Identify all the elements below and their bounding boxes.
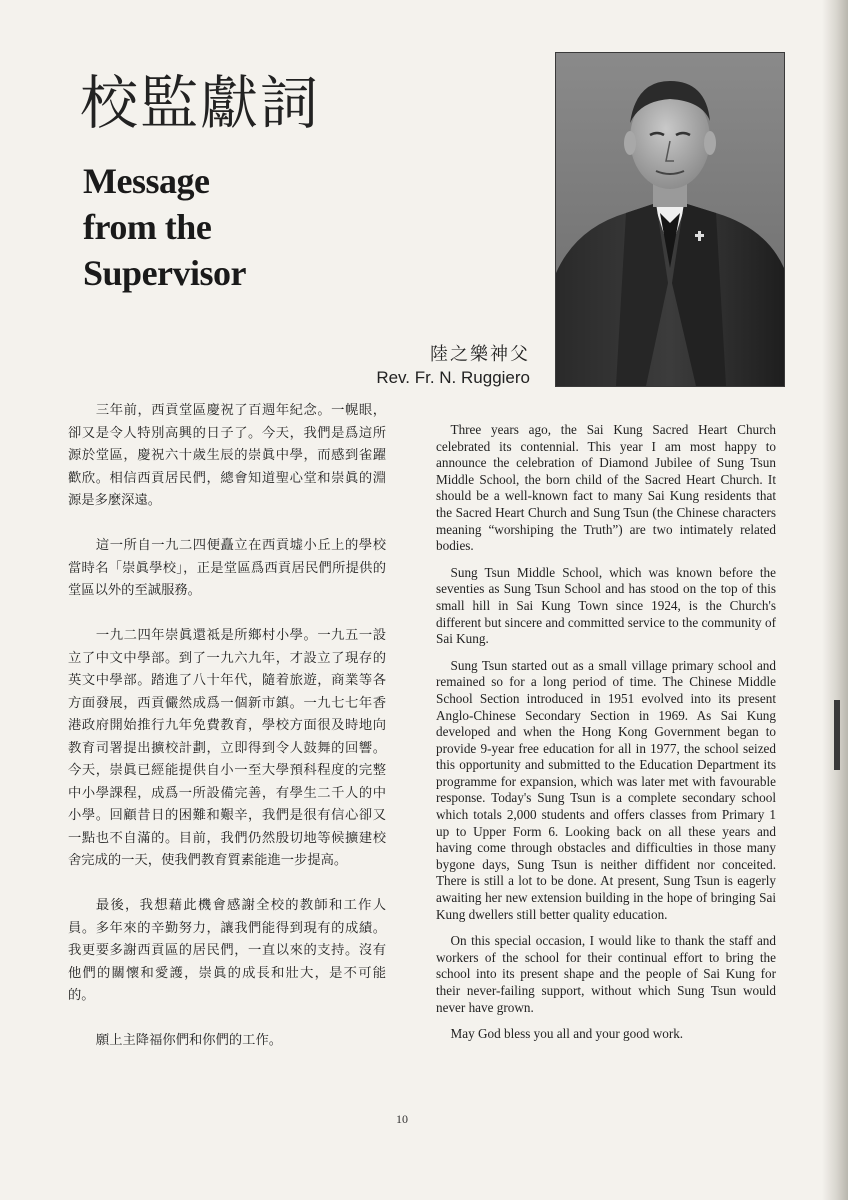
- english-title-line-2: from the: [83, 207, 212, 247]
- english-message-column: [436, 422, 776, 1053]
- chinese-paragraph: 最後，我想藉此機會感謝全校的教師和工作人員。多年來的辛勤努力，讓我們能得到現有的成績。我更要多謝西貢區的居民們，一直以來的支持。沒有他們的關懷和愛護，崇眞的成長和壯大，是不可能的。: [68, 898, 386, 1003]
- chinese-paragraph: 這一所自一九二四便矗立在西貢墟小丘上的學校當時名「崇眞學校」，正是堂區爲西貢居民們所提供的堂區以外的至誠服務。: [68, 538, 386, 598]
- page-edge-shadow: [822, 0, 848, 1200]
- english-title-line-3: Supervisor: [83, 253, 247, 293]
- english-paragraph: Three years ago, the Sai Kung Sacred Heart Church celebrated its contennial. This year I am most happy to announce the celebration of Diamond Jubilee of Sung Tsun Middle School, the born child of the Sacred Heart Church. It should be a well-known fact to many Sai Kung residents that the Sacred Heart Church and Sung Tsun (the Chinese characters meaning “worshiping the Truth”) are two intimately related bodies.: [436, 422, 776, 554]
- english-paragraph: Sung Tsun Middle School, which was known before the seventies as Sung Tsun School and has stood on the top of this small hill in Sai Kung Town since 1924, is the Church's different but sincere and committed service to the community of Sai Kung.: [436, 564, 776, 647]
- page-edge-mark: [834, 700, 840, 770]
- chinese-paragraph: 三年前，西貢堂區慶祝了百週年紀念。一幌眼，卻又是令人特別高興的日子了。今天，我們是爲這所源於堂區，慶祝六十歲生辰的崇眞中學，而感到雀躍歡欣。相信西貢居民們，總會知道聖心堂和崇眞的淵源是多麼深遠。: [68, 403, 386, 508]
- chinese-paragraph: 願上主降福你們和你們的工作。: [95, 1033, 283, 1048]
- portrait-photo: [555, 52, 785, 387]
- chinese-message-column: [68, 400, 386, 1075]
- signature-chinese: 陸之樂神父: [430, 344, 530, 365]
- english-paragraph: May God bless you all and your good work.: [450, 1026, 684, 1042]
- english-title: [83, 158, 246, 296]
- english-paragraph: Sung Tsun started out as a small village primary school and remained so for a long period of time. The Chinese Middle School Section introduced in 1951 evolved into its present Anglo-Chinese Secondary Section in 1969. As Sai Kung developed and when the Hong Kong Government began to provide 9-year free education for all in 1977, the school seized this opportunity and submitted to the Education Department its programme for expansion, which was later met with favourable response. Today's Sung Tsun is a complete secondary school which totals 2,000 students and offers classes from Primary 1 up to Upper Form 6. Looking back on all these years and having come through obstacles and difficulties in those many bygone days, Sung Tsun is neither diffident nor conceited. There is still a lot to be done. At present, Sung Tsun is eagerly awaiting her new extension building in the hope of bringing Sai Kung dwellers still better quality education.: [436, 657, 776, 922]
- page-number: 10: [396, 1112, 408, 1126]
- chinese-title: 校監獻詞: [80, 69, 321, 137]
- english-paragraph: On this special occasion, I would like to thank the staff and workers of the school for their continual effort to bring the school into its present shape and the people of Sai Kung for their never-failing support, without which Sung Tsun would never have grown.: [436, 933, 776, 1015]
- chinese-paragraph: 一九二四年崇眞還祗是所鄉村小學。一九五一設立了中文中學部。到了一九六九年，才設立了現存的英文中學部。踏進了八十年代，隨着旅遊，商業等各方面發展，西貢儼然成爲一個新市鎮。一九七七年香港政府開始推行九年免費教育，學校方面很及時地向教育司署提出擴校計劃，立即得到令人鼓舞的回響。今天，崇眞已經能提供自小一至大學預科程度的完整中小學課程，成爲一所設備完善，有學生二千人的中小學。回顧昔日的困難和艱辛，我們是很有信心卻又一點也不自滿的。目前，我們仍然殷切地等候擴建校舍完成的一天，使我們教育質素能進一步提高。: [68, 628, 386, 868]
- english-title-line-1: Message: [83, 161, 210, 201]
- signature-english: Rev. Fr. N. Ruggiero: [376, 368, 530, 387]
- portrait-illustration: [556, 53, 784, 386]
